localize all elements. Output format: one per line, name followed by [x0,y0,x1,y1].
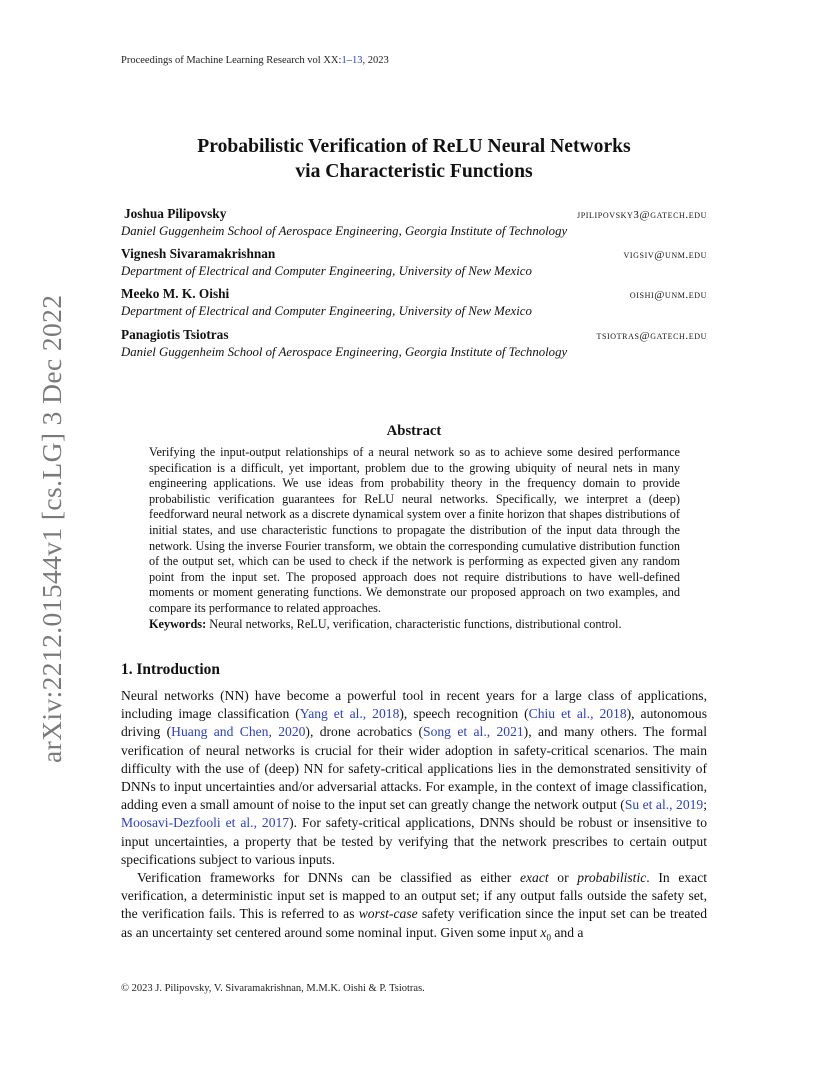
paragraph: Verification frameworks for DNNs can be classified as either exact or probabilistic. In exact verification, a deterministic input set is mapped to an output set; if any output falls outside the safety set, the verification fails. This is referred to as worst-case safety verification since the input set can be treated as an uncertainty set centered around some nominal input. Given some input $x_0$ and a [121,870,708,943]
copyright-footer: © 2023 J. Pilipovsky, V. Sivaramakrishnan, M.M.K. Oishi & P. Tsiotras. [121,983,425,994]
keywords-list: Neural networks, ReLU, verification, characteristic functions, distributional control. [209,616,622,631]
keywords-label: Keywords: [149,616,207,631]
author-email: tsiotras@gatech.edu [596,330,707,342]
math-variable: $x_0$ [540,924,551,943]
author-block [121,246,707,279]
author-name: Meeko M. K. Oishi [121,286,230,301]
author-name: Panagiotis Tsiotras [121,327,229,342]
abstract-text: Verifying the input-output relationships of a neural network so as to achieve some desired performance specification is a difficult, yet important, problem due to the growing ubiquity of neural nets in many engineering applications. We use ideas from probability theory in the frequency domain to provide probabilistic verification guarantees for ReLU neural networks. Specifically, we interpret a (deep) feedforward neural network as a discrete dynamical system over a finite horizon that shapes distributions of initial states, and use characteristic functions to propagate the distribution of the input data through the network. Using the inverse Fourier transform, we obtain the corresponding cumulative distribution function of the output set, which can be used to check if the network is performing as expected given any random point from the input set. The proposed approach does not require distributions to have well-defined moments or moment generating functions. We demonstrate our proposed approach on two examples, and compare its performance to related approaches. [149,445,680,615]
introduction-body [121,687,707,947]
running-header: Proceedings of Machine Learning Research vol XX:1–13, 2023 [121,55,389,66]
abstract-body [149,445,680,632]
author-email: oishi@unm.edu [629,289,707,301]
page-start-link[interactable]: 1 [341,55,347,66]
paper-title: Probabilistic Verification of ReLU Neural Networks via Characteristic Functions [197,136,631,182]
citation-link[interactable]: Su et al., 2019 [624,797,704,813]
author-block [121,286,707,319]
author-email: vigsiv@unm.edu [623,249,707,261]
author-block [121,206,707,239]
citation-link[interactable]: Huang and Chen, 2020 [171,724,306,740]
section-heading: 1. Introduction [121,661,220,678]
keywords [149,617,680,633]
author-affiliation: Daniel Guggenheim School of Aerospace Engineering, Georgia Institute of Technology [121,224,568,238]
paragraph: Neural networks (NN) have become a powerful tool in recent years for a large class of applications, including image classification (Yang et al., 2018), speech recognition (Chiu et al., 2018), autonomous driving (Huang and Chen, 2020), drone acrobatics (Song et al., 2021), and many others. The formal verification of neural networks is crucial for their wider adoption in safety-critical scenarios. The main difficulty with the use of (deep) NN for safety-critical applications lies in the demonstrated sensitivity of DNNs to input uncertainties and/or adversarial attacks. For example, in the context of image classification, adding even a small amount of noise to the input set can greatly change the network output (Su et al., 2019; Moosavi-Dezfooli et al., 2017). For safety-critical applications, DNNs should be robust or insensitive to input uncertainties, a property that be tested by verifying that the network prescribes to certain output specifications subject to various inputs. [121,688,708,867]
author-email: jpilipovsky3@gatech.edu [577,209,707,221]
author-name: Joshua Pilipovsky [124,206,227,221]
citation-link[interactable]: Song et al., 2021 [423,724,524,740]
abstract-heading: Abstract [386,423,442,439]
author-affiliation: Department of Electrical and Computer Engineering, University of New Mexico [121,304,532,318]
author-affiliation: Daniel Guggenheim School of Aerospace Engineering, Georgia Institute of Technology [121,345,568,359]
citation-link[interactable]: Chiu et al., 2018 [528,706,627,722]
page-end-link[interactable]: 13 [351,55,363,66]
arxiv-identifier: arXiv:2212.01544v1 [cs.LG] 3 Dec 2022 [36,294,67,763]
citation-link[interactable]: Yang et al., 2018 [299,706,400,722]
author-block [121,327,707,360]
author-affiliation: Department of Electrical and Computer Engineering, University of New Mexico [121,264,532,278]
citation-link[interactable]: Moosavi-Dezfooli et al., 2017 [121,815,290,831]
author-name: Vignesh Sivaramakrishnan [121,246,276,261]
